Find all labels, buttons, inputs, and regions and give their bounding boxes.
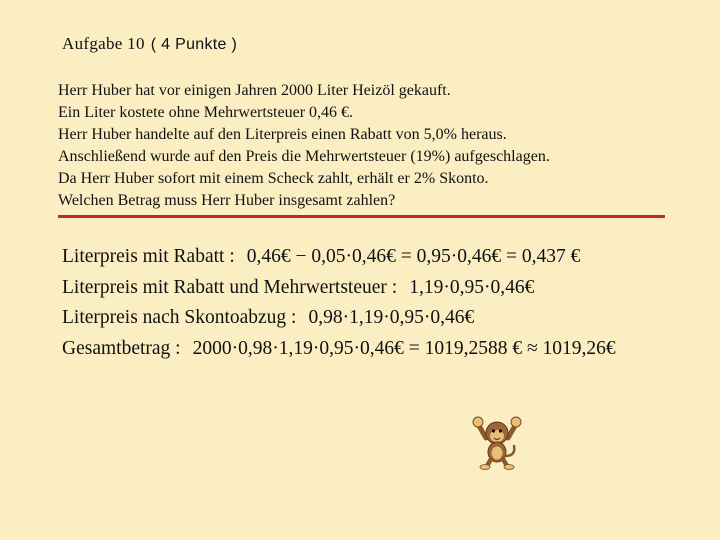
task-points: ( 4 Punkte ) <box>150 36 238 53</box>
task-heading <box>62 34 237 54</box>
solution-label: Gesamtbetrag : <box>62 337 181 359</box>
solution-label: Literpreis mit Rabatt und Mehrwertsteuer : <box>62 276 398 298</box>
solution-formula: 0,46€ − 0,05·0,46€ = 0,95·0,46€ = 0,437 € <box>246 246 581 267</box>
solution-row <box>62 334 616 365</box>
divider-line <box>58 215 665 218</box>
solution-row <box>62 303 616 334</box>
task-title: Aufgabe 10 <box>62 34 145 53</box>
solution-formula: 1,19·0,95·0,46€ <box>409 276 535 298</box>
solution-formula: 0,98·1,19·0,95·0,46€ <box>308 307 475 328</box>
task-line: Anschließend wurde auf den Preis die Mehrwertsteuer (19%) aufgeschlagen. <box>58 148 550 165</box>
task-line: Welchen Betrag muss Herr Huber insgesamt zahlen? <box>58 192 396 209</box>
monkey-mascot-icon <box>470 412 524 470</box>
task-line: Herr Huber handelte auf den Literpreis einen Rabatt von 5,0% heraus. <box>58 126 507 143</box>
solution-label: Literpreis nach Skontoabzug : <box>62 307 297 328</box>
task-text <box>58 80 550 212</box>
solution-formula: 2000·0,98·1,19·0,95·0,46€ = 1019,2588 € ≈ 1019,26€ <box>192 337 616 359</box>
solution-block <box>62 242 616 364</box>
task-line: Da Herr Huber sofort mit einem Scheck zahlt, erhält er 2% Skonto. <box>58 170 489 187</box>
solution-row <box>62 242 616 273</box>
task-line: Herr Huber hat vor einigen Jahren 2000 Liter Heizöl gekauft. <box>58 82 451 99</box>
task-line: Ein Liter kostete ohne Mehrwertsteuer 0,46 €. <box>58 104 354 121</box>
solution-row <box>62 273 616 304</box>
solution-label: Literpreis mit Rabatt : <box>62 246 235 267</box>
